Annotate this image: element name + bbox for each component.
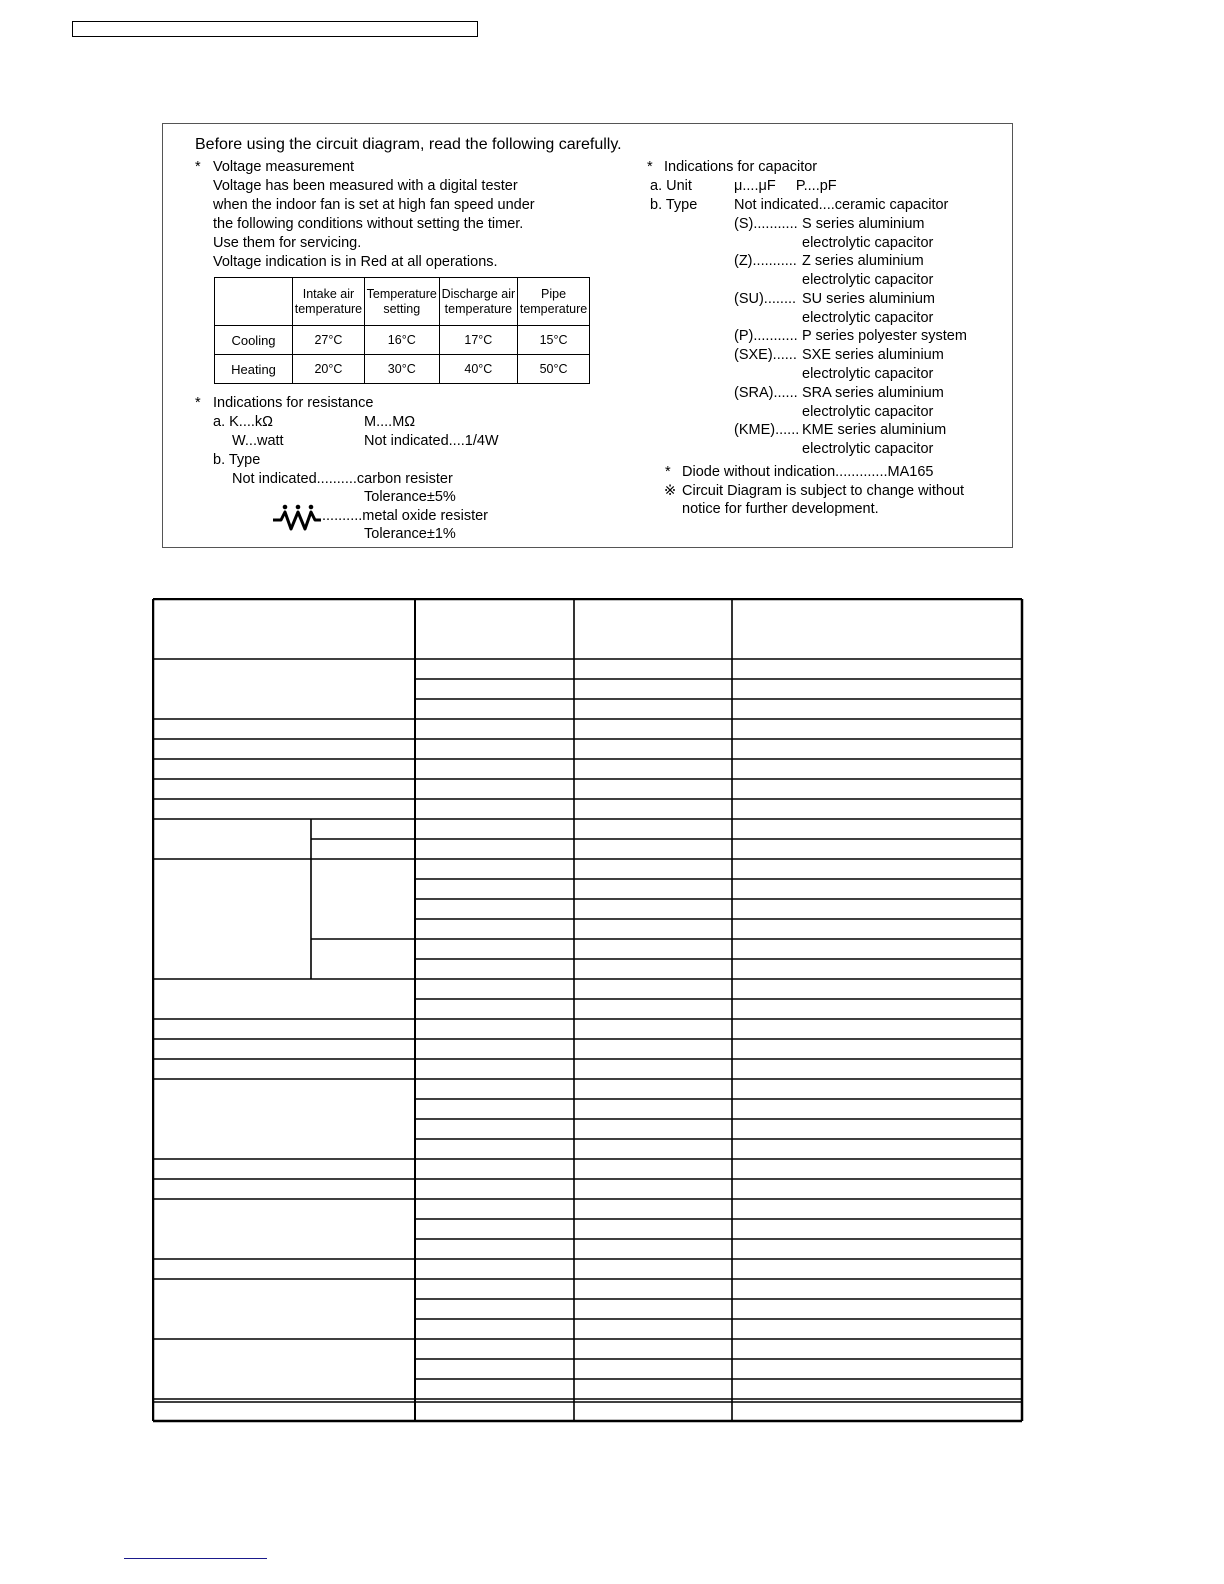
voltage-title: Voltage measurement	[213, 159, 355, 175]
resistance-tol1: Tolerance±1%	[364, 526, 456, 542]
resistance-w: W...watt	[232, 433, 284, 449]
resistance-bullet: *	[195, 395, 201, 411]
voltage-line: Use them for servicing.	[213, 235, 362, 251]
resistance-tol5: Tolerance±5%	[364, 489, 456, 505]
capacitor-desc: electrolytic capacitor	[802, 272, 934, 288]
voltage-line: the following conditions without setting the timer.	[213, 216, 524, 232]
resistance-not-indicated: Not indicated..........carbon resister	[232, 471, 453, 487]
capacitor-bullet: *	[647, 159, 653, 175]
table-grid-lines	[152, 598, 1024, 1424]
notes-heading: Before using the circuit diagram, read the following carefully.	[195, 136, 622, 153]
diode-text: Diode without indication.............MA165	[682, 464, 934, 480]
voltage-table-grid	[152, 598, 1024, 1424]
voltage-line: Voltage indication is in Red at all operations.	[213, 254, 498, 270]
conditions-cell: 40°C	[439, 355, 517, 384]
capacitor-code: (S)...........	[734, 216, 798, 232]
capacitor-desc: electrolytic capacitor	[802, 310, 934, 326]
resistance-b: b. Type	[213, 452, 261, 468]
capacitor-type-label: b. Type	[650, 197, 698, 213]
capacitor-code: (P)...........	[734, 328, 798, 344]
conditions-header: Intake air temperature	[293, 278, 365, 326]
capacitor-desc: KME series aluminium	[802, 422, 947, 438]
conditions-corner	[215, 278, 293, 326]
capacitor-desc: electrolytic capacitor	[802, 441, 934, 457]
voltage-line: when the indoor fan is set at high fan speed under	[213, 197, 535, 213]
capacitor-desc: P series polyester system	[802, 328, 967, 344]
capacitor-desc: S series aluminium	[802, 216, 925, 232]
resistance-title: Indications for resistance	[213, 395, 374, 411]
conditions-cell: 16°C	[364, 326, 439, 355]
capacitor-desc: electrolytic capacitor	[802, 366, 934, 382]
voltage-bullet: *	[195, 159, 201, 175]
capacitor-code: (SRA)......	[734, 385, 798, 401]
notice-bullet: ※	[664, 483, 677, 499]
conditions-row-label: Cooling	[215, 326, 293, 355]
capacitor-desc: electrolytic capacitor	[802, 404, 934, 420]
header-box	[72, 21, 478, 37]
capacitor-code: (SXE)......	[734, 347, 797, 363]
conditions-cell: 30°C	[364, 355, 439, 384]
capacitor-unit-value: μ....μF P....pF	[734, 178, 837, 194]
resistance-metal: ..........metal oxide resister	[322, 508, 488, 524]
capacitor-desc: SU series aluminium	[802, 291, 935, 307]
notice-line: Circuit Diagram is subject to change without	[682, 483, 965, 499]
capacitor-title: Indications for capacitor	[664, 159, 818, 175]
conditions-header: Temperature setting	[364, 278, 439, 326]
conditions-table	[214, 277, 590, 384]
notice-line: notice for further development.	[682, 501, 879, 517]
conditions-row-label: Heating	[215, 355, 293, 384]
conditions-cell: 15°C	[518, 326, 590, 355]
conditions-header: Discharge air temperature	[439, 278, 517, 326]
notes-panel	[162, 123, 1013, 548]
footer-link-underline	[124, 1558, 267, 1559]
conditions-cell: 20°C	[293, 355, 365, 384]
capacitor-unit-label: a. Unit	[650, 178, 692, 194]
diode-bullet: *	[665, 464, 671, 480]
capacitor-desc: electrolytic capacitor	[802, 235, 934, 251]
capacitor-desc: SXE series aluminium	[802, 347, 944, 363]
capacitor-code: (KME)......	[734, 422, 800, 438]
capacitor-desc: SRA series aluminium	[802, 385, 944, 401]
metal-oxide-resistor-symbol-icon	[271, 502, 323, 534]
resistance-w-right: Not indicated....1/4W	[364, 433, 499, 449]
conditions-cell: 50°C	[518, 355, 590, 384]
capacitor-code: (Z)...........	[734, 253, 797, 269]
voltage-line: Voltage has been measured with a digital tester	[213, 178, 518, 194]
conditions-header: Pipe temperature	[518, 278, 590, 326]
conditions-cell: 17°C	[439, 326, 517, 355]
capacitor-type-value: Not indicated....ceramic capacitor	[734, 197, 949, 213]
resistance-a-right: M....MΩ	[364, 414, 416, 430]
conditions-cell: 27°C	[293, 326, 365, 355]
capacitor-code: (SU)........	[734, 291, 797, 307]
resistance-a: a. K....kΩ	[213, 414, 273, 430]
capacitor-desc: Z series aluminium	[802, 253, 924, 269]
